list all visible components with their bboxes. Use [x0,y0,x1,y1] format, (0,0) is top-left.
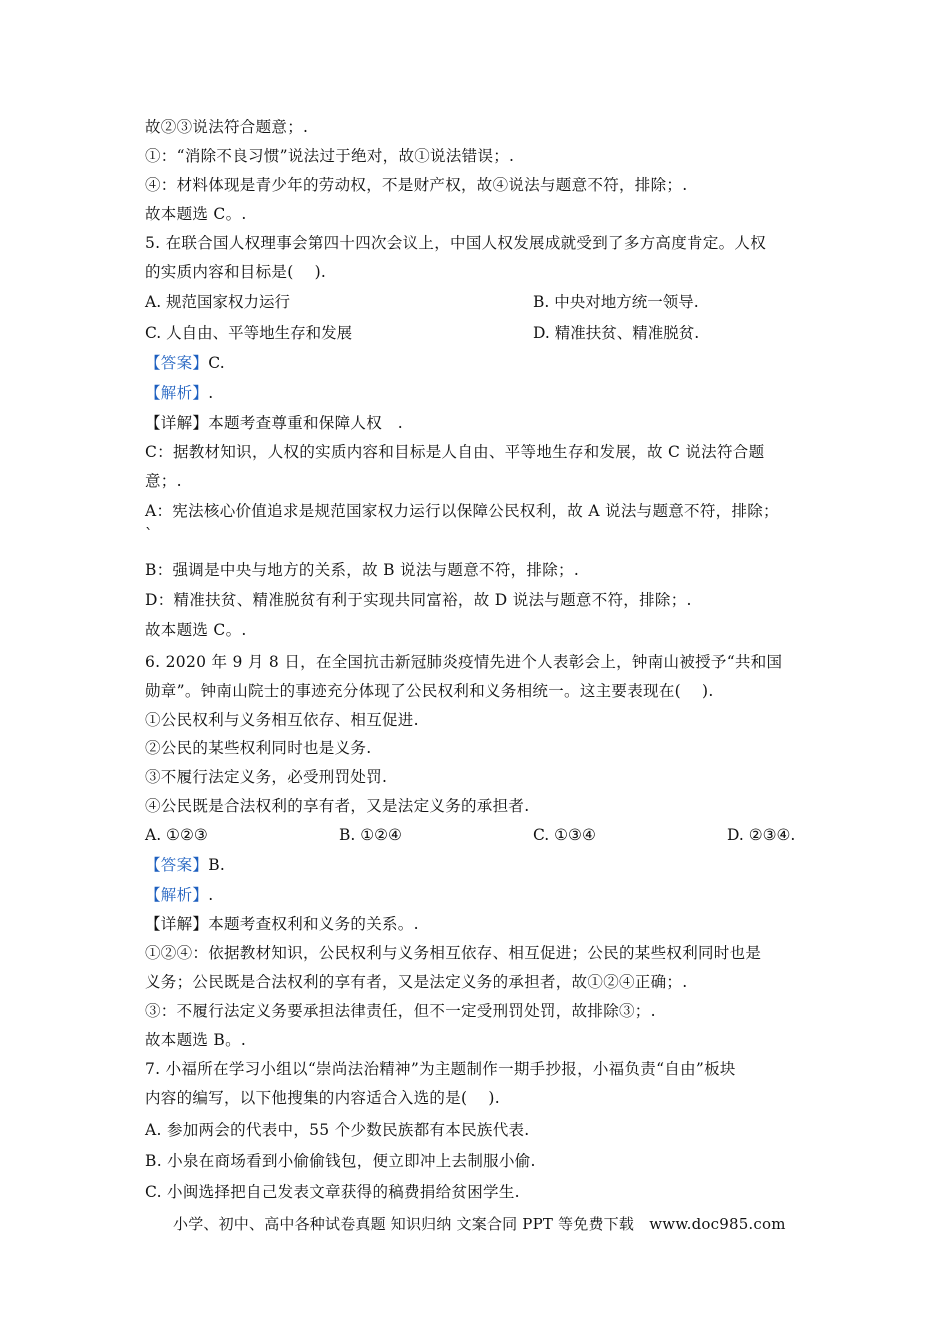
text-line: ①②④：依据教材知识，公民权利与义务相互依存、相互促进；公民的某些权利同时也是 [145,944,762,962]
q7-option-a: A. 参加两会的代表中，55 个少数民族都有本民族代表. [145,1121,530,1139]
text-line: 故②③说法符合题意；. [145,118,309,136]
analysis-tag: 【解析】 [145,886,209,904]
q5-option-b: B. 中央对地方统一领导. [533,293,699,311]
q7-option-c: C. 小闽选择把自己发表文章获得的稿费捐给贫困学生. [145,1183,520,1201]
text-line: ` [145,526,154,544]
question-6-stem: 勋章”。钟南山院士的事迹充分体现了公民权利和义务相统一。这主要表现在( ). [145,682,714,700]
q6-statement: ③不履行法定义务，必受刑罚处罚. [145,768,388,786]
analysis-tag: 【解析】 [145,384,209,402]
text-line: D：精准扶贫、精准脱贫有利于实现共同富裕，故 D 说法与题意不符，排除；. [145,591,692,609]
text-line: ③：不履行法定义务要承担法律责任，但不一定受刑罚处罚，故排除③；. [145,1002,656,1020]
text-line: ④：材料体现是青少年的劳动权，不是财产权，故④说法与题意不符，排除；. [145,176,688,194]
analysis-value: . [208,384,214,402]
q6-statement: ①公民权利与义务相互依存、相互促进. [145,711,419,729]
text-line: 义务；公民既是合法权利的享有者，又是法定义务的承担者，故①②④正确；. [145,973,688,991]
q6-option-b: B. ①②④ [339,826,402,844]
text-line: 意；. [145,472,182,490]
text-line: ①：“消除不良习惯”说法过于绝对，故①说法错误；. [145,147,515,165]
q5-analysis [145,383,213,403]
q7-option-b: B. 小泉在商场看到小偷偷钱包，便立即冲上去制服小偷. [145,1152,536,1170]
question-5-stem: 的实质内容和目标是( ). [145,263,327,281]
q5-option-c: C. 人自由、平等地生存和发展 [145,324,353,342]
text-line: 【详解】本题考查尊重和保障人权 . [145,414,404,432]
q6-option-a: A. ①②③ [145,826,208,844]
q6-answer [145,855,225,875]
answer-value: C. [208,354,226,372]
page-footer: 小学、初中、高中各种试卷真题 知识归纳 文案合同 PPT 等免费下载 www.doc985.com [173,1215,786,1233]
question-7-stem: 7. 小福所在学习小组以“崇尚法治精神”为主题制作一期手抄报，小福负责“自由”板块 [145,1060,736,1078]
text-line: C：据教材知识，人权的实质内容和目标是人自由、平等地生存和发展，故 C 说法符合题 [145,443,765,461]
answer-value: B. [208,856,226,874]
text-line: 故本题选 B。. [145,1031,247,1049]
answer-tag: 【答案】 [145,856,209,874]
text-line: 故本题选 C。. [145,621,247,639]
question-7-stem: 内容的编写，以下他搜集的内容适合入选的是( ). [145,1089,500,1107]
question-6-stem: 6. 2020 年 9 月 8 日，在全国抗击新冠肺炎疫情先进个人表彰会上，钟南山被授予“共和国 [145,653,783,671]
q6-analysis [145,885,213,905]
q5-answer [145,353,225,373]
q6-statement: ④公民既是合法权利的享有者，又是法定义务的承担者. [145,797,530,815]
answer-tag: 【答案】 [145,354,209,372]
q6-statement: ②公民的某些权利同时也是义务. [145,739,372,757]
analysis-value: . [208,886,214,904]
text-line: B：强调是中央与地方的关系，故 B 说法与题意不符，排除；. [145,561,580,579]
q5-option-a: A. 规范国家权力运行 [145,293,291,311]
q5-option-d: D. 精准扶贫、精准脱贫. [533,324,700,342]
question-5-stem: 5. 在联合国人权理事会第四十四次会议上，中国人权发展成就受到了多方高度肯定。人权 [145,234,767,252]
q6-option-d: D. ②③④. [727,826,796,844]
text-line: A：宪法核心价值追求是规范国家权力运行以保障公民权利，故 A 说法与题意不符，排除； [145,502,779,520]
text-line: 【详解】本题考查权利和义务的关系。. [145,915,419,933]
q6-option-c: C. ①③④ [533,826,596,844]
text-line: 故本题选 C。. [145,205,247,223]
